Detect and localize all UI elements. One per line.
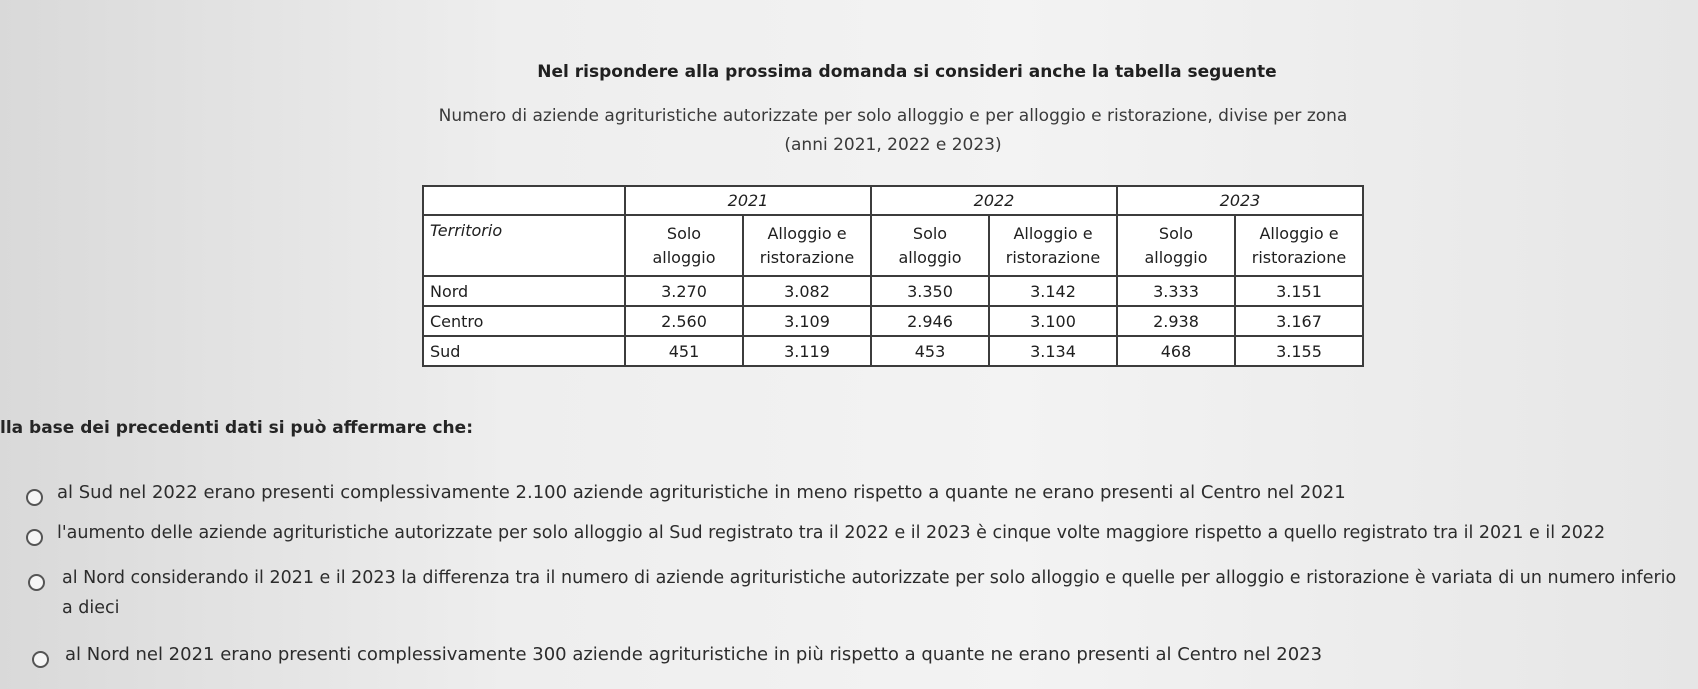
caption-line-1: Numero di aziende agrituristiche autorizzate per solo alloggio e per alloggio e ristorazione, divise per zona bbox=[438, 106, 1348, 126]
alloggio-ristorazione-header-2022: Alloggio e ristorazione bbox=[989, 215, 1117, 276]
option-3-continuation: a dieci bbox=[62, 598, 120, 618]
table-cell: 468 bbox=[1117, 336, 1235, 366]
table-cell: 2.560 bbox=[625, 306, 743, 336]
solo-alloggio-header-2022: Solo alloggio bbox=[871, 215, 989, 276]
table-cell: 3.333 bbox=[1117, 276, 1235, 306]
agritourism-table bbox=[422, 185, 1364, 367]
table-cell: 453 bbox=[871, 336, 989, 366]
year-header-2022: 2022 bbox=[871, 186, 1117, 215]
option-1-label[interactable]: al Sud nel 2022 erano presenti complessivamente 2.100 aziende agrituristiche in meno rispetto a quante ne erano presenti al Centro nel 2021 bbox=[57, 482, 1346, 503]
table-cell: 3.119 bbox=[743, 336, 871, 366]
table-cell: 3.270 bbox=[625, 276, 743, 306]
territorio-cell: Centro bbox=[423, 306, 625, 336]
table-cell: 3.142 bbox=[989, 276, 1117, 306]
table-cell: 3.167 bbox=[1235, 306, 1363, 336]
table-cell: 3.350 bbox=[871, 276, 989, 306]
table-row-nord bbox=[423, 276, 1363, 306]
option-3-radio[interactable] bbox=[28, 574, 45, 591]
solo-alloggio-header-2021: Solo alloggio bbox=[625, 215, 743, 276]
table-cell: 3.082 bbox=[743, 276, 871, 306]
option-3-label[interactable] bbox=[62, 563, 1692, 623]
table-header-row bbox=[423, 215, 1363, 276]
option-4-label[interactable]: al Nord nel 2021 erano presenti complessivamente 300 aziende agrituristiche in più rispetto a quante ne erano presenti al Centro nel 2023 bbox=[65, 644, 1323, 665]
option-2-label[interactable]: l'aumento delle aziende agrituristiche autorizzate per solo alloggio al Sud registrato tra il 2022 e il 2023 è cinque volte maggiore rispetto a quello registrato tra il 2021 e il 2022 bbox=[57, 523, 1606, 543]
table-corner-cell bbox=[423, 186, 625, 215]
table-caption bbox=[398, 102, 1388, 160]
table-cell: 451 bbox=[625, 336, 743, 366]
table-cell: 2.946 bbox=[871, 306, 989, 336]
intro-text: Nel rispondere alla prossima domanda si consideri anche la tabella seguente bbox=[537, 62, 1277, 82]
table-cell: 3.155 bbox=[1235, 336, 1363, 366]
option-2-radio[interactable] bbox=[26, 529, 43, 546]
caption-line-2: (anni 2021, 2022 e 2023) bbox=[784, 135, 1002, 155]
option-1-radio[interactable] bbox=[26, 489, 43, 506]
option-3-text: al Nord considerando il 2021 e il 2023 la differenza tra il numero di aziende agrituristiche autorizzate per solo alloggio e quelle per alloggio e ristorazione è variata di un numero inferio bbox=[62, 568, 1677, 588]
table-row-centro bbox=[423, 306, 1363, 336]
table-cell: 3.151 bbox=[1235, 276, 1363, 306]
alloggio-ristorazione-header-2021: Alloggio e ristorazione bbox=[743, 215, 871, 276]
year-header-2021: 2021 bbox=[625, 186, 871, 215]
table-year-row bbox=[423, 186, 1363, 215]
territorio-cell: Sud bbox=[423, 336, 625, 366]
question-text: lla base dei precedenti dati si può affermare che: bbox=[0, 418, 473, 438]
territorio-cell: Nord bbox=[423, 276, 625, 306]
table-cell: 2.938 bbox=[1117, 306, 1235, 336]
table-cell: 3.134 bbox=[989, 336, 1117, 366]
table-cell: 3.109 bbox=[743, 306, 871, 336]
solo-alloggio-header-2023: Solo alloggio bbox=[1117, 215, 1235, 276]
year-header-2023: 2023 bbox=[1117, 186, 1363, 215]
table-row-sud bbox=[423, 336, 1363, 366]
territorio-header: Territorio bbox=[423, 215, 625, 276]
option-4-radio[interactable] bbox=[32, 651, 49, 668]
alloggio-ristorazione-header-2023: Alloggio e ristorazione bbox=[1235, 215, 1363, 276]
table-cell: 3.100 bbox=[989, 306, 1117, 336]
